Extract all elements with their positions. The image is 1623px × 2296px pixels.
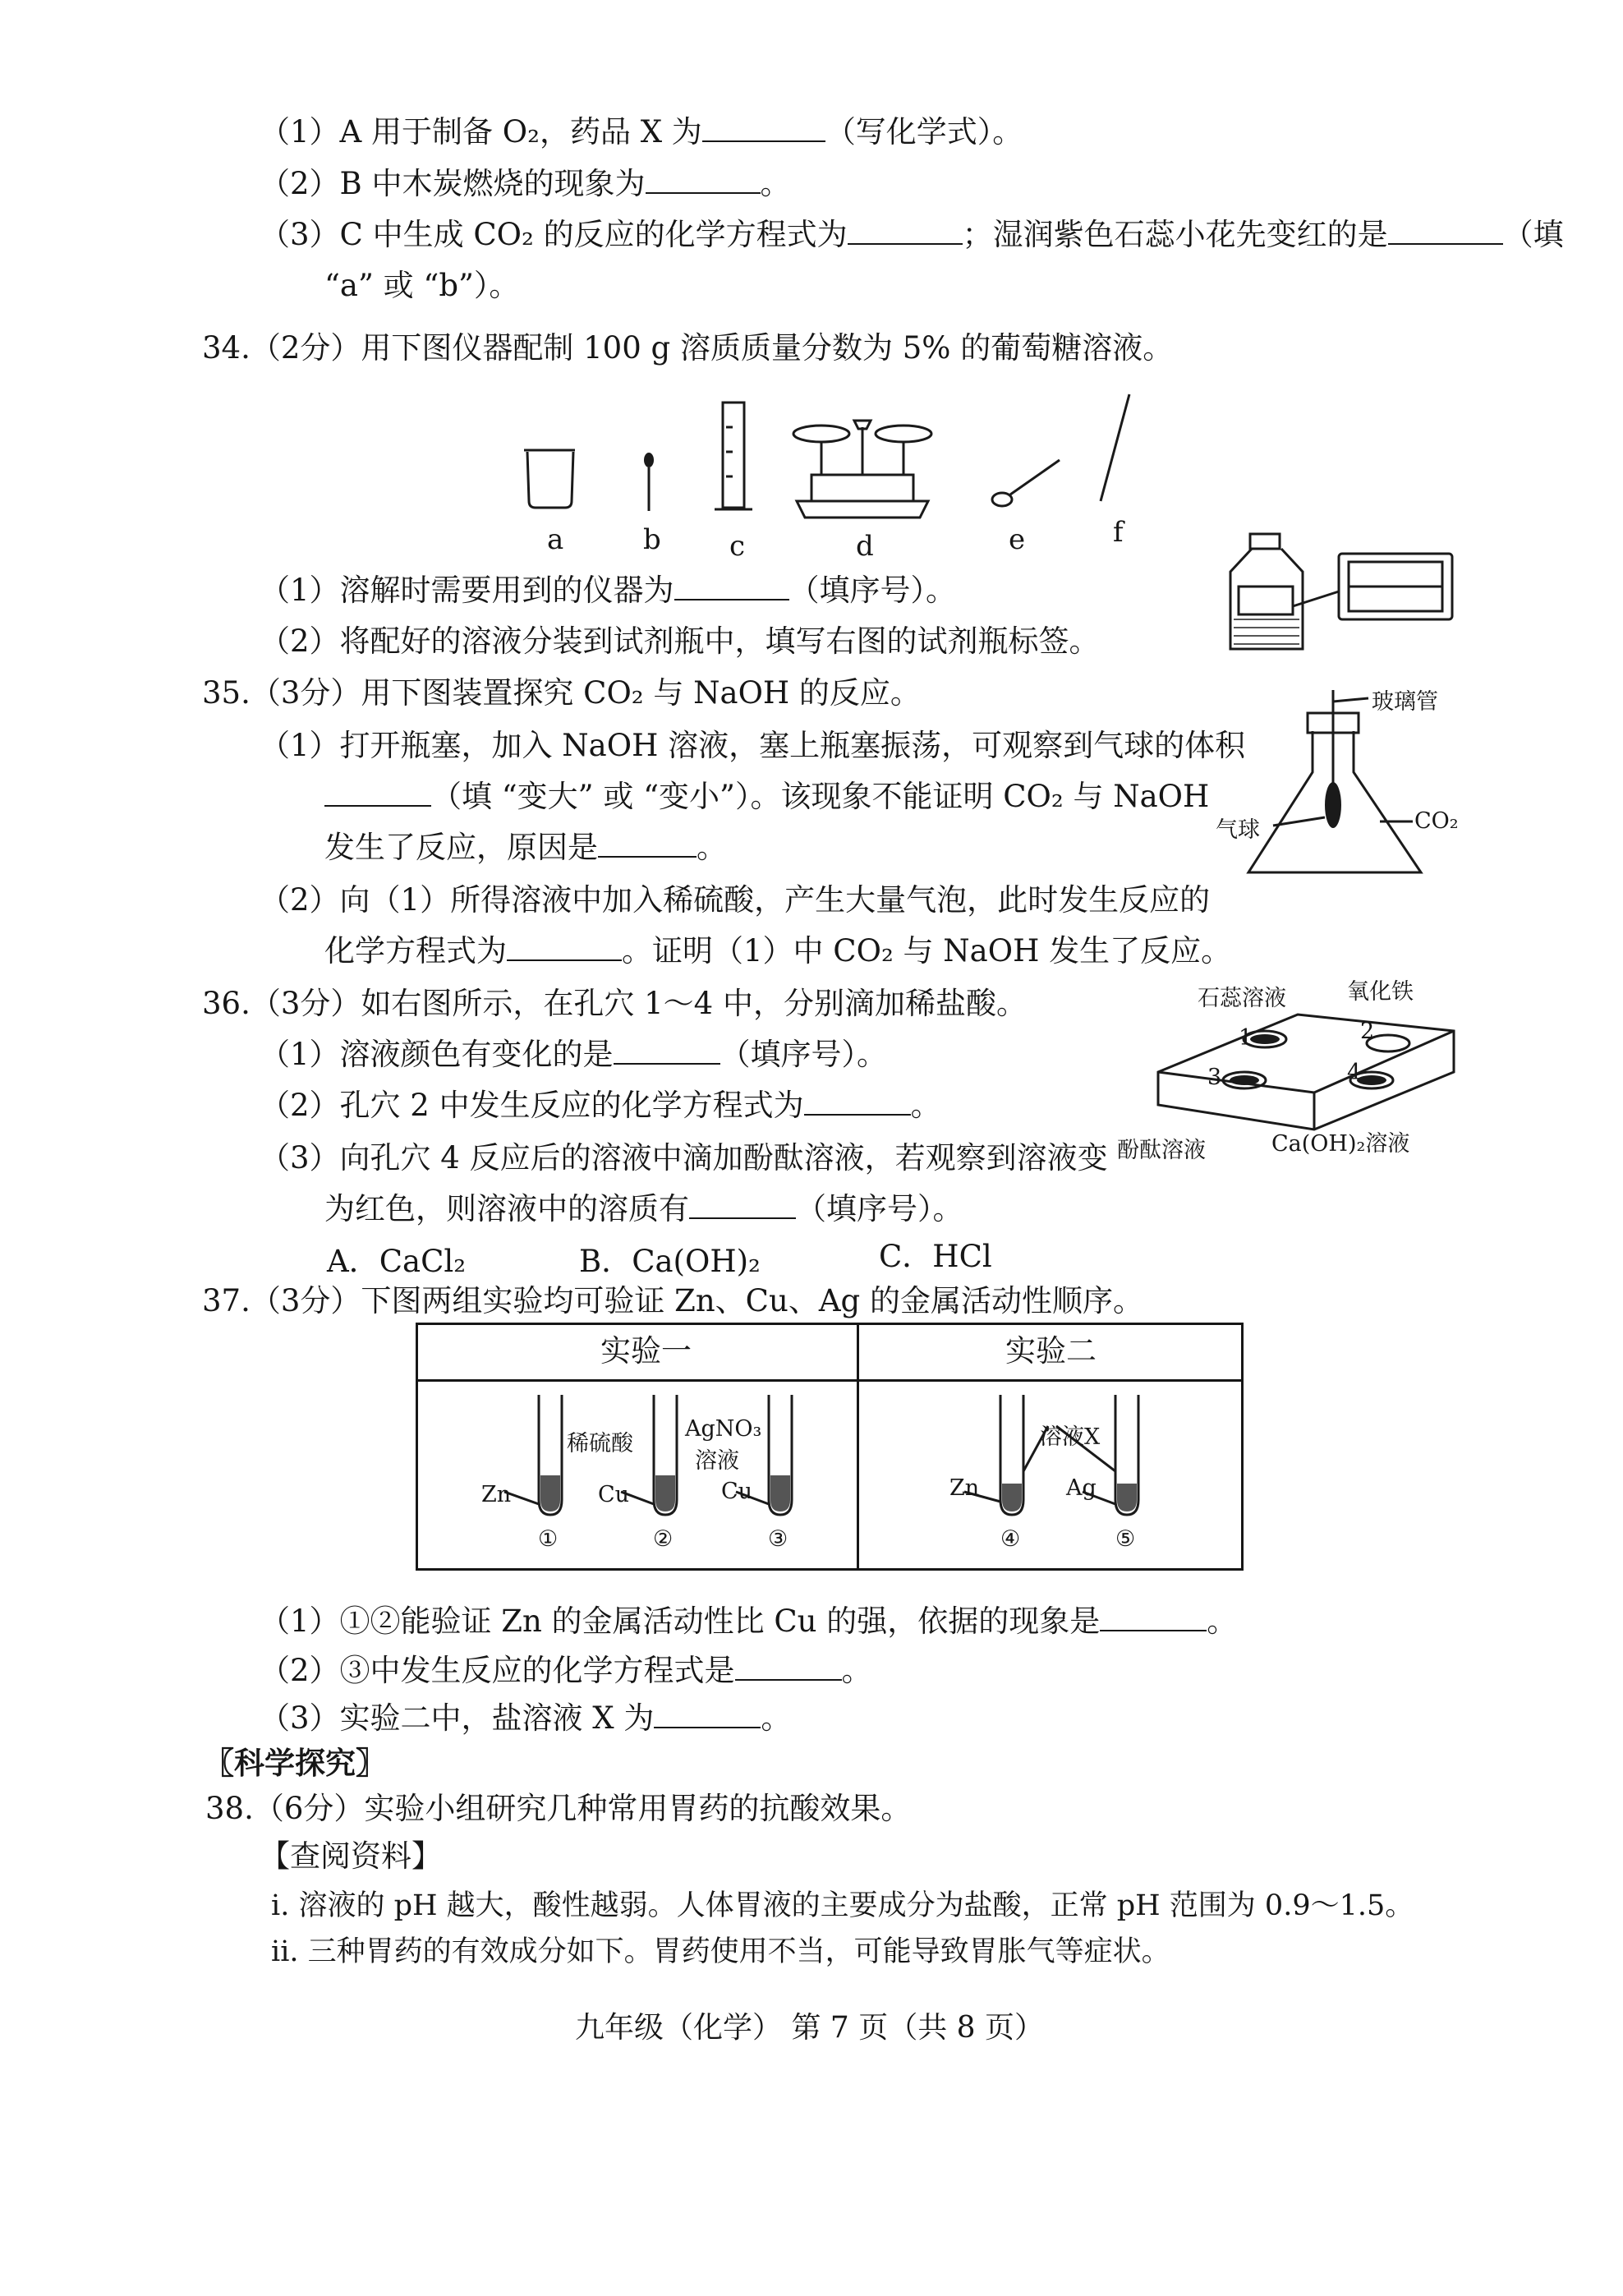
answer-blank[interactable] <box>735 1654 842 1681</box>
metal-label-ag: Ag <box>1066 1475 1097 1501</box>
instrument-label-f: f <box>1113 516 1124 549</box>
answer-blank[interactable] <box>804 1089 911 1116</box>
q36-part2: （2）孔穴 2 中发生反应的化学方程式为 。 <box>260 1088 941 1123</box>
reagent-bottle-icon <box>1230 534 1303 649</box>
label-agno3: AgNO₃ <box>685 1416 762 1442</box>
metal-label-zn: Zn <box>481 1482 512 1507</box>
q36-part3b: 为红色，则溶液中的溶质有 （填序号）。 <box>324 1191 963 1226</box>
label-dilute-acid: 稀硫酸 <box>567 1431 633 1456</box>
answer-blank[interactable] <box>1388 219 1503 245</box>
q33-part1: （1）A 用于制备 O₂，药品 X 为 （写化学式）。 <box>260 114 1023 150</box>
label-litmus: 石蕊溶液 <box>1198 986 1286 1011</box>
q35-part2b: 化学方程式为 。证明（1）中 CO₂ 与 NaOH 发生了反应。 <box>324 933 1232 969</box>
q35-part1a: （1）打开瓶塞，加入 NaOH 溶液，塞上瓶塞振荡，可观察到气球的体积 <box>260 728 1246 763</box>
bottle-label-box[interactable] <box>1339 554 1452 619</box>
q36-option-a: A．CaCl₂ <box>327 1244 467 1279</box>
label-phenolphthalein: 酚酞溶液 <box>1117 1138 1206 1163</box>
spoon-icon <box>992 460 1060 506</box>
answer-blank[interactable] <box>654 1702 761 1728</box>
well-plate-icon <box>1158 1015 1454 1130</box>
answer-blank[interactable] <box>702 116 825 142</box>
q38-ref-2: ii. 三种胃药的有效成分如下。胃药使用不当，可能导致胃胀气等症状。 <box>271 1935 1170 1968</box>
metal-label-cu: Cu <box>598 1482 630 1507</box>
beaker-icon <box>524 450 575 508</box>
instrument-label-c: c <box>729 530 746 563</box>
glass-rod-icon <box>1101 394 1129 501</box>
hole-label-3: 3 <box>1207 1065 1222 1090</box>
q37-stem: 37.（3分）下图两组实验均可验证 Zn、Cu、Ag 的金属活动性顺序。 <box>202 1283 1143 1318</box>
metal-label-cu: Cu <box>721 1479 753 1504</box>
reagent-bottle-figure <box>1216 526 1462 657</box>
hole-label-1: 1 <box>1239 1025 1253 1051</box>
balloon-icon <box>1325 782 1341 828</box>
test-tube-icon <box>654 1395 677 1515</box>
label-agno3-solution: 溶液 <box>695 1448 739 1474</box>
balance-scale-icon <box>793 421 931 518</box>
q36-option-c: C．HCl <box>879 1239 992 1274</box>
q35-stem: 35.（3分）用下图装置探究 CO₂ 与 NaOH 的反应。 <box>202 675 921 711</box>
test-tube-icon <box>1000 1395 1023 1515</box>
lab-instruments-figure <box>493 378 1150 526</box>
label-co2: CO₂ <box>1414 808 1459 834</box>
q35-part1b: （填 “变大” 或 “变小”）。该现象不能证明 CO₂ 与 NaOH <box>324 777 1209 817</box>
metal-label-zn: Zn <box>949 1475 980 1501</box>
answer-blank[interactable] <box>674 574 789 600</box>
experiment-1-header: 实验一 <box>600 1333 692 1369</box>
label-balloon: 气球 <box>1216 817 1260 843</box>
q36-part1: （1）溶液颜色有变化的是 （填序号）。 <box>260 1037 888 1072</box>
answer-blank[interactable] <box>614 1038 720 1065</box>
instrument-label-d: d <box>856 530 874 563</box>
tube-number-4: ④ <box>1000 1526 1021 1552</box>
q33-part3: （3）C 中生成 CO₂ 的反应的化学方程式为 ；湿润紫色石蕊小花先变红的是 （填 <box>260 217 1564 252</box>
q33-part3-cont: “a” 或 “b”）。 <box>324 268 520 303</box>
label-glass-tube: 玻璃管 <box>1372 689 1438 715</box>
q33-part2: （2）B 中木炭燃烧的现象为 。 <box>260 166 791 201</box>
dropper-icon <box>644 453 654 511</box>
instrument-label-e: e <box>1009 523 1026 556</box>
hole-label-4: 4 <box>1347 1060 1362 1085</box>
label-limewater: Ca(OH)₂溶液 <box>1271 1131 1410 1157</box>
hole-label-2: 2 <box>1360 1019 1375 1044</box>
answer-blank[interactable] <box>598 831 697 858</box>
q34-part2: （2）将配好的溶液分装到试剂瓶中，填写右图的试剂瓶标签。 <box>260 623 1100 659</box>
q37-part1: （1）①②能验证 Zn 的金属活动性比 Cu 的强，依据的现象是 。 <box>260 1604 1238 1639</box>
q34-part1: （1）溶解时需要用到的仪器为 （填序号）。 <box>260 573 957 608</box>
q36-part3a: （3）向孔穴 4 反应后的溶液中滴加酚酞溶液，若观察到溶液变 <box>260 1140 1108 1176</box>
instrument-label-a: a <box>547 523 564 556</box>
label-iron-oxide: 氧化铁 <box>1347 979 1414 1005</box>
graduated-cylinder-icon <box>715 403 752 509</box>
q38-ref-1: i. 溶液的 pH 越大，酸性越弱。人体胃液的主要成分为盐酸，正常 pH 范围为 0.9～1.5。 <box>271 1889 1414 1922</box>
page-footer: 九年级（化学） 第 7 页（共 8 页） <box>575 2011 1045 2045</box>
q36-option-b: B．Ca(OH)₂ <box>579 1244 761 1279</box>
answer-blank[interactable] <box>507 935 622 961</box>
q35-part2a: （2）向（1）所得溶液中加入稀硫酸，产生大量气泡，此时发生反应的 <box>260 882 1211 918</box>
test-tube-icon <box>769 1395 792 1515</box>
answer-blank[interactable] <box>689 1193 796 1219</box>
tube-number-2: ② <box>653 1526 674 1552</box>
q38-stem: 38.（6分）实验小组研究几种常用胃药的抗酸效果。 <box>205 1791 912 1826</box>
q35-part1c: 发生了反应，原因是 。 <box>324 830 727 865</box>
q38-ref-title: 【查阅资料】 <box>260 1838 442 1874</box>
q34-stem: 34.（2分）用下图仪器配制 100 g 溶质质量分数为 5% 的葡萄糖溶液。 <box>202 330 1174 366</box>
tube-number-5: ⑤ <box>1115 1526 1136 1552</box>
q37-part2: （2）③中发生反应的化学方程式是 。 <box>260 1653 872 1688</box>
label-solution-x: 溶液X <box>1040 1424 1101 1450</box>
q36-stem: 36.（3分）如右图所示，在孔穴 1～4 中，分别滴加稀盐酸。 <box>202 986 1027 1021</box>
q37-part3: （3）实验二中，盐溶液 X 为 。 <box>260 1700 792 1736</box>
test-tube-icon <box>1115 1395 1138 1515</box>
test-tube-icon <box>539 1395 562 1515</box>
answer-blank[interactable] <box>1100 1605 1207 1631</box>
answer-blank[interactable] <box>324 780 431 807</box>
experiment-2-header: 实验二 <box>1005 1333 1097 1369</box>
well-plate-figure <box>1133 998 1478 1146</box>
answer-blank[interactable] <box>848 219 963 245</box>
tube-number-1: ① <box>538 1526 559 1552</box>
answer-blank[interactable] <box>646 168 761 194</box>
section-heading-science-inquiry: 〖科学探究〗 <box>204 1745 386 1781</box>
tube-number-3: ③ <box>768 1526 789 1552</box>
instrument-label-b: b <box>643 523 661 556</box>
